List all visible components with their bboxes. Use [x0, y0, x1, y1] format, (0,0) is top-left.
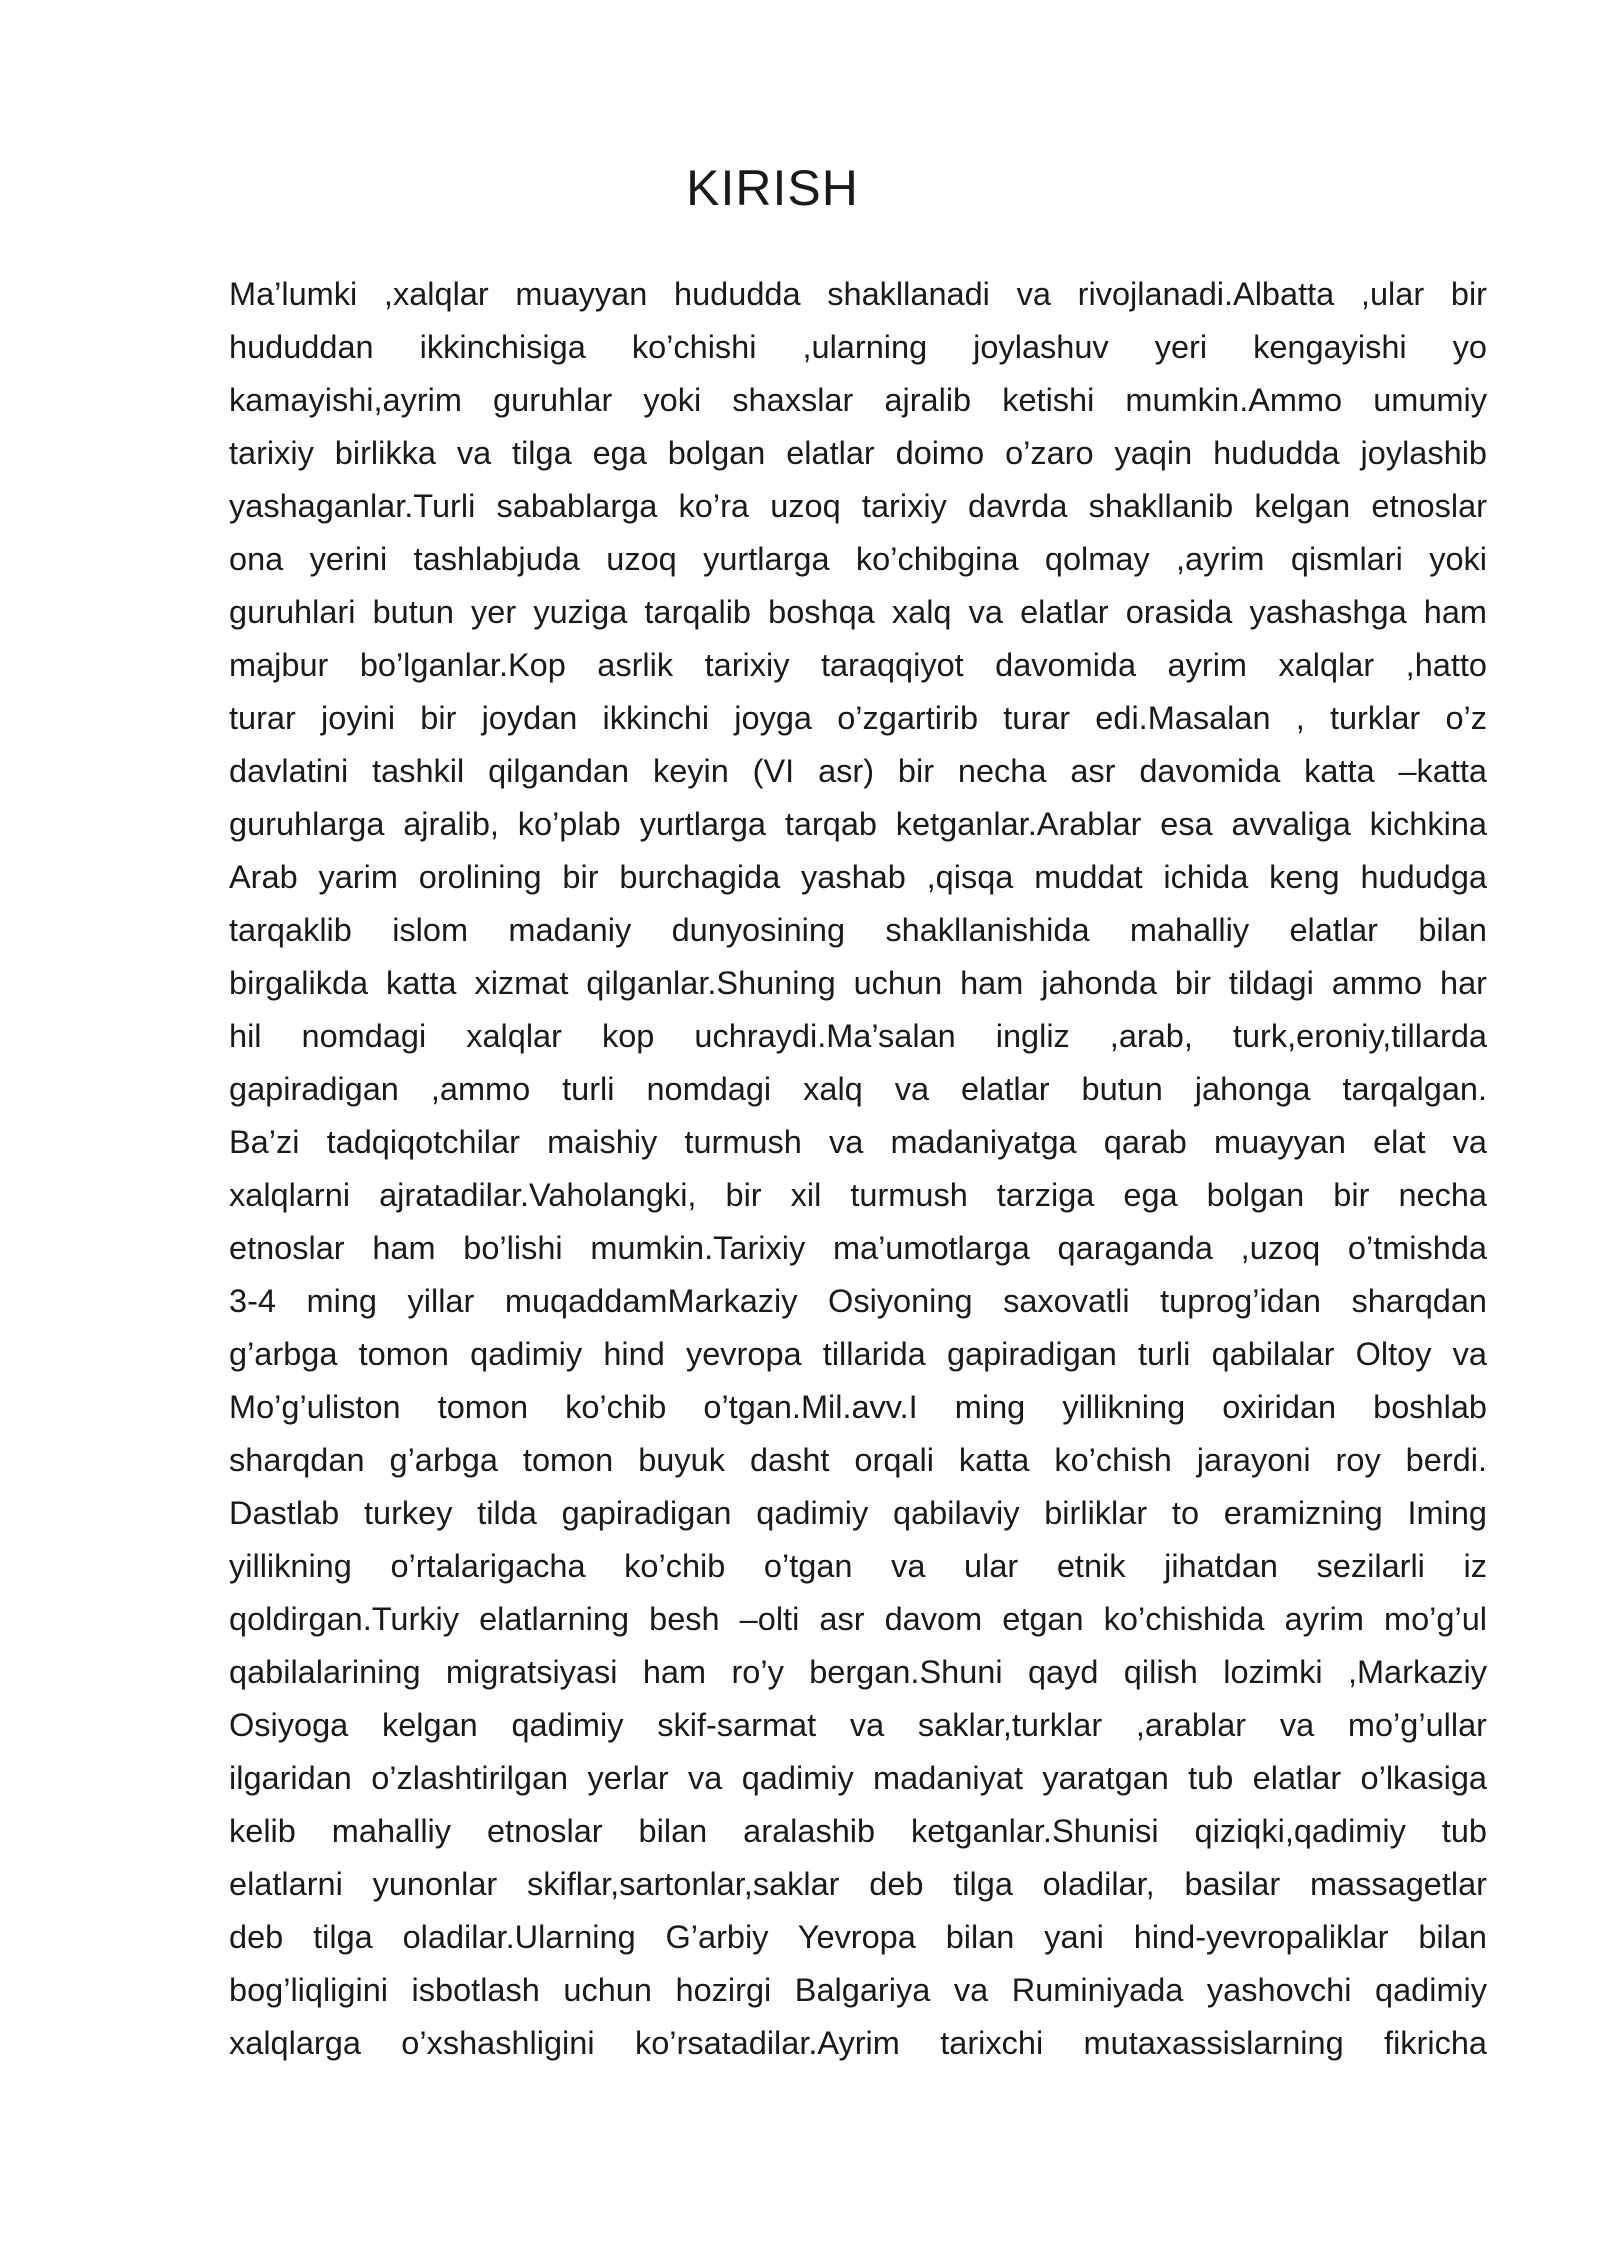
- text-line: deb tilga oladilar.Ularning G’arbiy Yevropa bilan yani hind-yevropaliklar bilan: [229, 1919, 1487, 1955]
- text-line: hududdan ikkinchisiga ko’chishi ,ularning joylashuv yeri kengayishi yo: [229, 329, 1487, 365]
- text-line: yashaganlar.Turli sabablarga ko’ra uzoq tarixiy davrda shakllanib kelgan etnoslar: [229, 488, 1487, 524]
- text-line: Osiyoga kelgan qadimiy skif-sarmat va saklar,turklar ,arablar va mo’g’ullar: [229, 1707, 1487, 1743]
- text-line: hil nomdagi xalqlar kop uchraydi.Ma’salan ingliz ,arab, turk,eroniy,tillarda: [229, 1018, 1487, 1054]
- text-line: Ma’lumki ,xalqlar muayyan hududda shakllanadi va rivojlanadi.Albatta ,ular bir: [229, 276, 1487, 312]
- text-line: majbur bo’lganlar.Kop asrlik tarixiy taraqqiyot davomida ayrim xalqlar ,hatto: [229, 647, 1487, 683]
- text-line: tarqaklib islom madaniy dunyosining shakllanishida mahalliy elatlar bilan: [229, 912, 1487, 948]
- text-line: gapiradigan ,ammo turli nomdagi xalq va elatlar butun jahonga tarqalgan.: [229, 1071, 1487, 1107]
- text-line: ona yerini tashlabjuda uzoq yurtlarga ko’chibgina qolmay ,ayrim qismlari yoki: [229, 541, 1487, 577]
- text-line: 3-4 ming yillar muqaddamMarkaziy Osiyoning saxovatli tuprog’idan sharqdan: [229, 1283, 1487, 1319]
- text-line: xalqlarni ajratadilar.Vaholangki, bir xil turmush tarziga ega bolgan bir necha: [229, 1177, 1487, 1213]
- text-line: birgalikda katta xizmat qilganlar.Shuning uchun ham jahonda bir tildagi ammo har: [229, 965, 1487, 1001]
- text-line: yillikning o’rtalarigacha ko’chib o’tgan va ular etnik jihatdan sezilarli iz: [229, 1548, 1487, 1584]
- text-line: davlatini tashkil qilgandan keyin (VI asr) bir necha asr davomida katta –katta: [229, 753, 1487, 789]
- text-line: Arab yarim orolining bir burchagida yashab ,qisqa muddat ichida keng hududga: [229, 859, 1487, 895]
- text-line: ilgaridan o’zlashtirilgan yerlar va qadimiy madaniyat yaratgan tub elatlar o’lkasiga: [229, 1760, 1487, 1796]
- body-paragraph: [229, 268, 1487, 2070]
- text-line: kamayishi,ayrim guruhlar yoki shaxslar ajralib ketishi mumkin.Ammo umumiy: [229, 382, 1487, 418]
- page-title: KIRISH: [686, 160, 859, 216]
- text-line: guruhlarga ajralib, ko’plab yurtlarga tarqab ketganlar.Arablar esa avvaliga kichkina: [229, 806, 1487, 842]
- text-line: guruhlari butun yer yuziga tarqalib boshqa xalq va elatlar orasida yashashga ham: [229, 594, 1487, 630]
- text-line: kelib mahalliy etnoslar bilan aralashib ketganlar.Shunisi qiziqki,qadimiy tub: [229, 1813, 1487, 1849]
- text-line: sharqdan g’arbga tomon buyuk dasht orqali katta ko’chish jarayoni roy berdi.: [229, 1442, 1487, 1478]
- text-line: elatlarni yunonlar skiflar,sartonlar,saklar deb tilga oladilar, basilar massagetlar: [229, 1866, 1487, 1902]
- text-line: qoldirgan.Turkiy elatlarning besh –olti asr davom etgan ko’chishida ayrim mo’g’ul: [229, 1601, 1487, 1637]
- text-line: xalqlarga o’xshashligini ko’rsatadilar.Ayrim tarixchi mutaxassislarning fikricha: [229, 2025, 1487, 2061]
- text-line: Mo’g’uliston tomon ko’chib o’tgan.Mil.avv.I ming yillikning oxiridan boshlab: [229, 1389, 1487, 1425]
- text-line: bog’liqligini isbotlash uchun hozirgi Balgariya va Ruminiyada yashovchi qadimiy: [229, 1972, 1487, 2008]
- text-line: qabilalarining migratsiyasi ham ro’y bergan.Shuni qayd qilish lozimki ,Markaziy: [229, 1654, 1487, 1690]
- text-line: turar joyini bir joydan ikkinchi joyga o’zgartirib turar edi.Masalan , turklar o’z: [229, 700, 1487, 736]
- text-line: Ba’zi tadqiqotchilar maishiy turmush va madaniyatga qarab muayyan elat va: [229, 1124, 1487, 1160]
- text-line: Dastlab turkey tilda gapiradigan qadimiy qabilaviy birliklar to eramizning Iming: [229, 1495, 1487, 1531]
- text-line: etnoslar ham bo’lishi mumkin.Tarixiy ma’umotlarga qaraganda ,uzoq o’tmishda: [229, 1230, 1487, 1266]
- text-line: g’arbga tomon qadimiy hind yevropa tillarida gapiradigan turli qabilalar Oltoy va: [229, 1336, 1487, 1372]
- text-line: tarixiy birlikka va tilga ega bolgan elatlar doimo o’zaro yaqin hududda joylashib: [229, 435, 1487, 471]
